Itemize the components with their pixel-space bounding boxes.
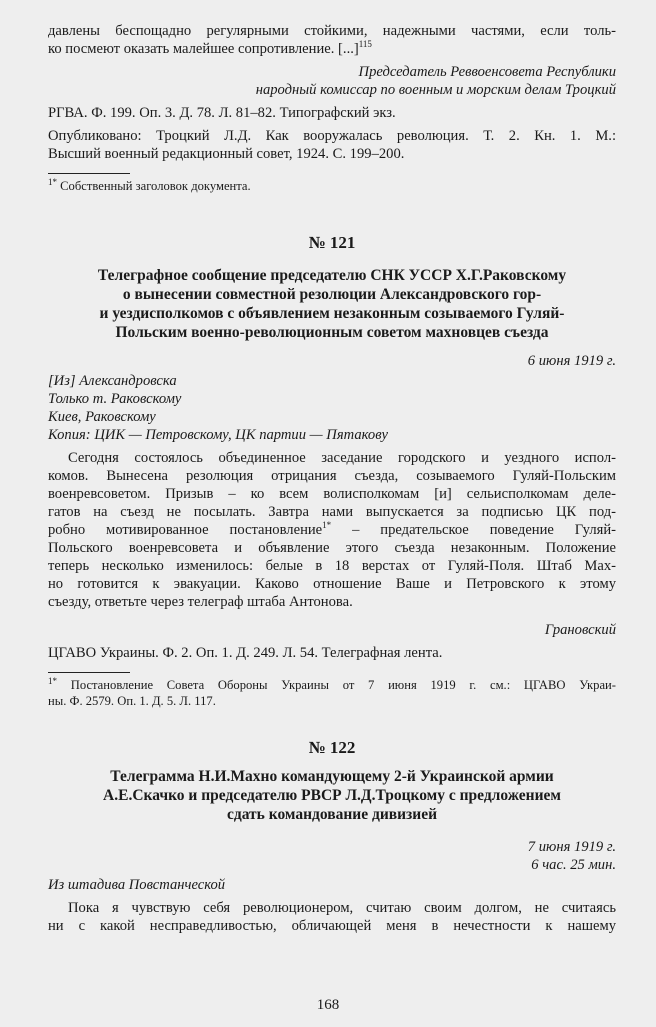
body-line: Польского военревсовета и объявление этого съезда незаконным. Положение: [48, 540, 616, 556]
title-line: о вынесении совместной резолюции Александровского гор-: [122, 286, 542, 303]
sender-line: Из штадива Повстанческой: [48, 877, 226, 893]
address-line: [Из] Александровска: [48, 373, 177, 389]
document-date: 7 июня 1919 г.: [527, 839, 616, 855]
document-number: № 121: [308, 233, 356, 252]
body-line: Пока я чувствую себя революционером, считаю своим долгом, не считаясь: [68, 900, 616, 916]
signature: Грановский: [544, 622, 616, 638]
title-line: А.Е.Скачко и председателю РВСР Л.Д.Троцкому с предложением: [103, 787, 561, 804]
footnote-mark: 1*: [48, 675, 57, 686]
document-body: [48, 899, 616, 935]
document-122: [48, 739, 616, 935]
title-line: Телеграфное сообщение председателю СНК УССР Х.Г.Раковскому: [97, 267, 567, 284]
footnote-divider: [48, 173, 130, 174]
text-fragment: робно мотивированное постановление: [48, 522, 323, 538]
title-line: Польским военно-революционным советом махновцев съезда: [115, 324, 549, 341]
document-date: 6 июня 1919 г.: [527, 353, 616, 369]
signature-title: Председатель Реввоенсовета Республики: [358, 64, 616, 80]
body-line: съезду, ответьте через телеграф штаба Антонова.: [48, 594, 353, 610]
address-line: Копия: ЦИК — Петровскому, ЦК партии — Пятакову: [48, 427, 389, 443]
signature-block: [48, 63, 616, 99]
text-fragment: – предательское поведение Гуляй-: [331, 522, 617, 538]
signature-name: народный комиссар по военным и морским делам Троцкий: [255, 82, 616, 98]
body-line: [48, 521, 616, 539]
text-line: [48, 40, 616, 58]
body-line: но готовится к эвакуации. Каково отношение Ваше и Петровского к этому: [48, 576, 616, 592]
address-block: [48, 372, 616, 444]
continuation-text: [48, 22, 616, 58]
title-line: Телеграмма Н.И.Махно командующему 2-й Украинской армии: [110, 768, 554, 785]
document-number: № 122: [308, 738, 356, 757]
page-number: 168: [316, 997, 340, 1013]
body-line: теперь несколько изменилось: белые в 18 верстах от Гуляй-Поля. Штаб Мах-: [48, 558, 616, 574]
title-line: и уездисполкомов с объявлением незаконным созываемого Гуляй-: [99, 305, 565, 322]
address-line: Киев, Раковскому: [48, 409, 156, 425]
archive-reference: РГВА. Ф. 199. Оп. 3. Д. 78. Л. 81–82. Типографский экз.: [48, 105, 396, 121]
text-line: Опубликовано: Троцкий Л.Д. Как вооружалась революция. Т. 2. Кн. 1. М.:: [48, 128, 616, 144]
title-line: сдать командование дивизией: [226, 806, 438, 823]
body-line: гатов на съезд не посылать. Завтра нами выпускается за подписью ЦК под-: [48, 504, 616, 520]
footnote: [48, 677, 616, 709]
document-title: [48, 767, 616, 824]
footnote: [48, 178, 616, 194]
body-line: Сегодня состоялось объединенное заседание городского и уездного испол-: [68, 450, 616, 466]
body-line: военревсоветом. Призыв – ко всем волисполкомам [и] сельисполкомам деле-: [48, 486, 616, 502]
footnote-mark: 1*: [48, 176, 57, 187]
publication-reference: [48, 127, 616, 163]
footnote-text: Постановление Совета Обороны Украины от 7 июня 1919 г. см.: ЦГАВО Украи-: [70, 678, 616, 692]
footnote-ref: 1*: [322, 520, 332, 531]
document-body: [48, 449, 616, 611]
footnote-divider: [48, 672, 130, 673]
document-time: 6 час. 25 мин.: [531, 857, 616, 873]
footnote-line: ны. Ф. 2579. Оп. 1. Д. 5. Л. 117.: [48, 694, 216, 708]
text-fragment: ко посмеют оказать малейшее сопротивление. [...]: [48, 41, 359, 57]
archive-reference: ЦГАВО Украины. Ф. 2. Оп. 1. Д. 249. Л. 54. Телеграфная лента.: [48, 645, 443, 661]
body-line: комов. Вынесена резолюция отрицания съезда, созываемого Гуляй-Польским: [48, 468, 616, 484]
footnote-ref: 115: [358, 39, 372, 50]
document-121: [48, 234, 616, 709]
address-line: Только т. Раковскому: [48, 391, 182, 407]
text-line: Высший военный редакционный совет, 1924. С. 199–200.: [48, 146, 405, 162]
text-line: давлены беспощадно регулярными стойкими, надежными частями, если толь-: [48, 23, 616, 39]
document-title: [48, 266, 616, 342]
footnote-line: [48, 677, 616, 693]
body-line: ни с какой несправедливостью, обличающей меня в нечестности к нашему: [48, 918, 616, 934]
footnote-text: Собственный заголовок документа.: [60, 179, 251, 193]
